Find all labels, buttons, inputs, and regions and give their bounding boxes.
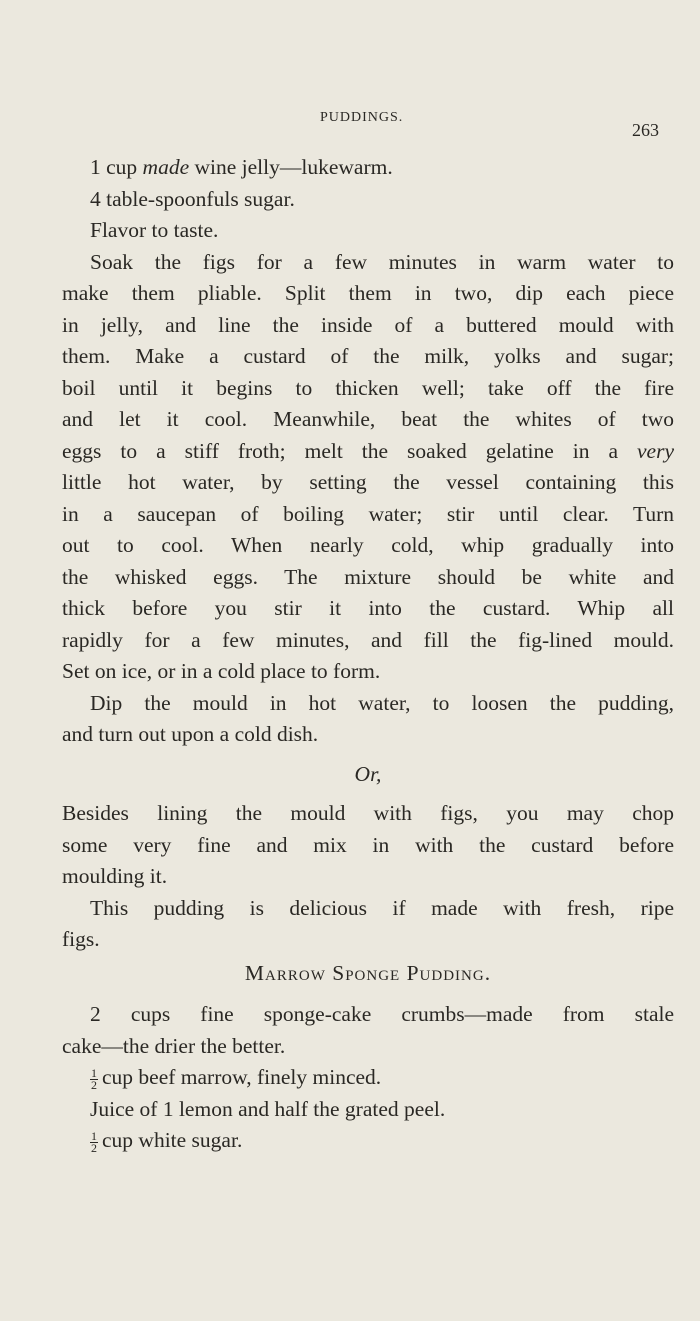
text-line: and let it cool. Meanwhile, beat the whites of two: [62, 407, 674, 431]
text-line: in a saucepan of boiling water; stir until clear. Turn: [62, 501, 674, 526]
text-line: rapidly for a few minutes, and fill the fig-lined mould.: [62, 627, 674, 652]
ingredient-line: $\frac{1}{2}$ cup beef marrow, finely minced.: [91, 1065, 382, 1092]
fraction-half: $\frac{1}{2}$: [91, 1128, 97, 1155]
text-line: little hot water, by setting the vessel containing this: [62, 470, 674, 494]
text-line: out to cool. When nearly cold, whip gradually into: [62, 533, 674, 557]
text-line: eggs to a stiff froth; melt the soaked gelatine in a very: [62, 438, 674, 463]
emphasis-very: very: [637, 438, 674, 463]
text-line: boil until it begins to thicken well; take off the fire: [62, 375, 674, 400]
recipe-title: Marrow Sponge Pudding.: [244, 960, 492, 985]
text-line: some very fine and mix in with the custard before: [62, 832, 674, 857]
text-line: moulding it.: [62, 864, 168, 888]
text-line: them. Make a custard of the milk, yolks and sugar;: [62, 344, 674, 368]
ingredient-list-2: [62, 999, 674, 1157]
text-line: the whisked eggs. The mixture should be white and: [62, 564, 674, 589]
fraction-half: $\frac{1}{2}$: [91, 1065, 97, 1092]
text-line: in jelly, and line the inside of a buttered mould with: [62, 312, 674, 337]
ingredient-list-1: [62, 152, 674, 247]
page-number: 263: [632, 120, 659, 140]
text-line: Besides lining the mould with figs, you may chop: [62, 801, 674, 825]
ingredient-line: Flavor to taste.: [90, 218, 219, 242]
page-header: [0, 110, 700, 140]
text-line: Soak the figs for a few minutes in warm water to: [90, 249, 674, 274]
text-line: Set on ice, or in a cold place to form.: [62, 659, 381, 683]
ingredient-line: Juice of 1 lemon and half the grated peel.: [90, 1096, 446, 1121]
ingredient-line: 2 cups fine sponge-cake crumbs—made from stale: [90, 1002, 674, 1026]
ingredient-line: $\frac{1}{2}$ cup white sugar.: [91, 1128, 243, 1155]
text-line: Dip the mould in hot water, to loosen the pudding,: [90, 690, 674, 715]
or-label: Or,: [354, 761, 382, 786]
text-line: This pudding is delicious if made with fresh, ripe: [90, 895, 674, 920]
ingredient-line: 4 table-spoonfuls sugar.: [90, 186, 295, 211]
text-line: make them pliable. Split them in two, dip each piece: [62, 281, 674, 305]
ingredient-line: 1 cup made wine jelly—lukewarm.: [90, 155, 393, 179]
text-line: and turn out upon a cold dish.: [62, 722, 319, 746]
text-line: thick before you stir it into the custard. Whip all: [62, 596, 674, 620]
ingredient-line: cake—the drier the better.: [62, 1033, 286, 1058]
serving-paragraph: [62, 688, 674, 751]
variation-paragraph: [62, 798, 674, 893]
body-text: [62, 152, 674, 1157]
emphasis-made: made: [142, 155, 190, 179]
note-paragraph: [62, 893, 674, 956]
method-paragraph: [62, 247, 674, 688]
running-head: PUDDINGS.: [320, 110, 404, 125]
text-line: figs.: [62, 927, 100, 951]
